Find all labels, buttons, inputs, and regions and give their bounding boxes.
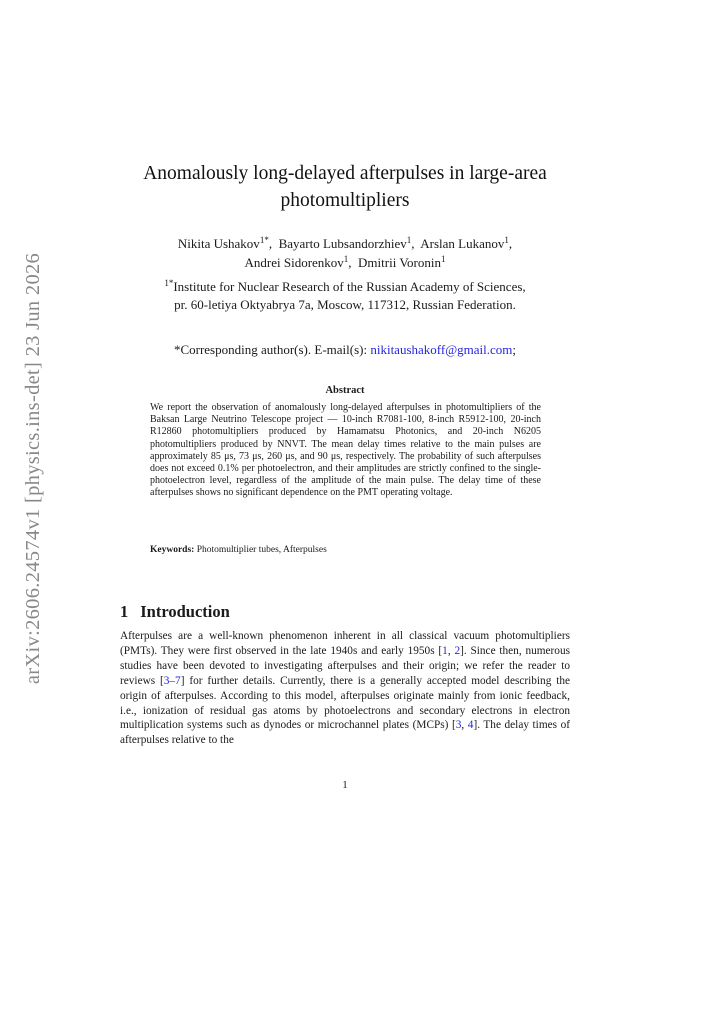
corresponding-suffix: ; xyxy=(512,342,517,357)
title-line-1: Anomalously long-delayed afterpulses in large-area xyxy=(143,163,547,184)
abstract-heading: Abstract xyxy=(325,385,365,396)
author-list: Nikita Ushakov$^{1*}$, Bayarto Lubsandorzhiev$^1$, Arslan Lukanov$^1$, Andrei Sidorenkov$^1$, Dmitrii Voronin$^1$ xyxy=(177,235,513,270)
section-number: 1 xyxy=(120,602,129,621)
citation-link[interactable]: 4 xyxy=(467,719,474,732)
author-affiliation-mark: 1 xyxy=(406,235,412,245)
author-affiliation-mark: 1 xyxy=(441,254,446,264)
corresponding-prefix: *Corresponding author(s). E-mail(s): xyxy=(173,342,371,357)
citation-link[interactable]: 3 xyxy=(455,719,462,732)
intro-text: , xyxy=(461,719,468,732)
intro-text: , xyxy=(447,644,455,657)
intro-text: ]. The delay times of afterpulses relative to the xyxy=(120,719,570,747)
intro-text: ]. Since then, numerous studies have been devoted to investigating afterpulses and their origin; we refer the reader to reviews [ xyxy=(120,644,570,687)
author-name: Nikita Ushakov xyxy=(177,236,260,251)
author-name: Dmitrii Voronin xyxy=(358,255,441,270)
affiliation-line-2: pr. 60-letiya Oktyabrya 7a, Moscow, 117312, Russian Federation. xyxy=(174,297,516,312)
arxiv-identifier-margin xyxy=(10,252,58,684)
section-heading xyxy=(120,602,230,622)
abstract-body: We report the observation of anomalously long-delayed afterpulses in photomultipliers of the Baksan Large Neutrino Telescope project — 10-inch R7081-100, 8-inch R5912-100, 20-inch R12860 photomultipliers produced by Hamamatsu Photonics, and 20-inch N6205 photomultipliers produced by NNVT. The mean delay times relative to the main pulses are approximately 85 μs, 73 μs, 260 μs, and 90 μs, respectively. The probability of such afterpulses does not exceed 0.1% per photoelectron, and their amplitudes are strictly confined to the single-photoelectron level, regardless of the amplitude of the main pulse. The delay time of these afterpulses shows no significant dependence on the PMT operating voltage. xyxy=(150,402,541,499)
keywords xyxy=(150,545,541,555)
corresponding-author xyxy=(120,341,570,359)
intro-text: Afterpulses are a well-known phenomenon inherent in all classical vacuum photomultipliers (PMTs). They were first observed in the late 1940s and early 1950s [ xyxy=(120,630,570,657)
title-line-2: photomultipliers xyxy=(280,190,410,211)
email-link[interactable]: nikitaushakoff@gmail.com xyxy=(370,342,513,357)
author-name: Andrei Sidorenkov xyxy=(244,255,344,270)
page-number: 1 xyxy=(342,779,348,791)
keywords-label: Keywords: xyxy=(150,545,195,555)
citation-link[interactable]: 3–7 xyxy=(163,674,181,687)
affiliation-mark: 1* xyxy=(164,278,174,288)
author-affiliation-mark: 1 xyxy=(343,254,349,264)
section-title: Introduction xyxy=(140,602,230,621)
citation-link[interactable]: 1 xyxy=(442,644,448,657)
keywords-text: Photomultiplier tubes, Afterpulses xyxy=(196,545,327,555)
affiliation-line-1: Institute for Nuclear Research of the Russian Academy of Sciences, xyxy=(173,279,526,294)
author-affiliation-mark: 1 xyxy=(504,235,509,245)
paper-title xyxy=(120,160,570,214)
intro-text: ] for further details. Currently, there is a generally accepted model describing the origin of afterpulses. According to this model, afterpulses originate mainly from ionic feedback, i.e., ionization of residual gas atoms by photoelectrons and secondary electrons in electron multiplication systems such as dynodes or microchannel plates (MCPs) [ xyxy=(120,674,571,732)
author-name: Bayarto Lubsandorzhiev xyxy=(278,236,407,251)
author-name: Arslan Lukanov xyxy=(420,236,505,251)
affiliation xyxy=(120,278,570,314)
arxiv-identifier: arXiv:2606.24574v1 [physics.ins-det] 23 Jun 2026 xyxy=(22,252,45,684)
introduction-paragraph xyxy=(120,629,570,748)
citation-link[interactable]: 2 xyxy=(454,644,461,657)
author-affiliation-mark: 1* xyxy=(259,235,269,245)
